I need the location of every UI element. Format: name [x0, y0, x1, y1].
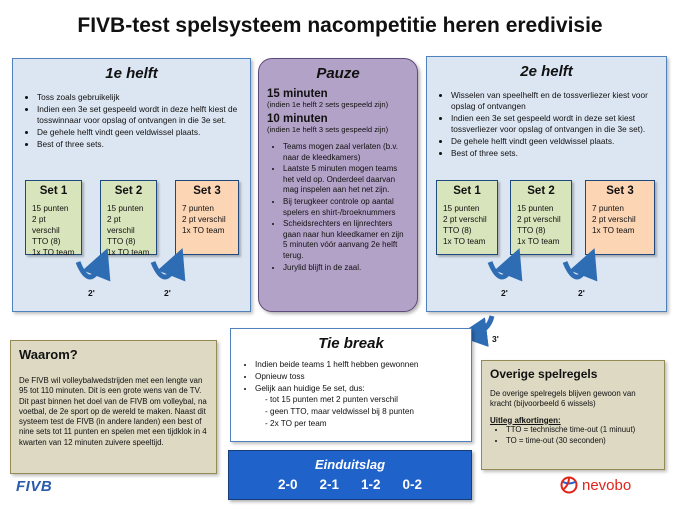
- list-item: • Scheidsrechters en lijnrechters gaan naar hun kleedkamer en zijn 5 minuten vóór aanvang 2e helft terug.: [283, 219, 409, 261]
- list-item: • De gehele helft vindt geen veldwissel plaats.: [451, 136, 658, 147]
- set-line: TTO (8): [107, 237, 136, 246]
- score: 0-2: [402, 477, 423, 492]
- pause-panel: [258, 58, 418, 312]
- first-half-set-1: [25, 180, 82, 255]
- transition-time: 2': [164, 288, 171, 298]
- set-line: 1x TO team: [592, 226, 635, 235]
- set-line: 2 pt verschil: [592, 215, 636, 224]
- set-line: 2 pt verschil: [443, 215, 487, 224]
- set-line: TTO (8): [32, 237, 61, 246]
- set-title: Set 2: [527, 185, 555, 197]
- score: 2-0: [277, 477, 298, 492]
- first-half-rules: [21, 92, 242, 150]
- transition-time: 2': [578, 288, 585, 298]
- list-item: • Indien een 3e set gespeeld wordt in deze set kiest tossverliezer voor opslag of ontvangen in die 3e set).: [451, 113, 658, 135]
- page-title: FIVB-test spelsysteem nacompetitie heren eredivisie: [77, 14, 603, 37]
- abbreviations-title: Uitleg afkortingen:: [490, 415, 561, 425]
- list-item: • TTO = technische time-out (1 minuut): [506, 425, 656, 435]
- final-result-panel: [228, 450, 472, 500]
- set-line: 1x TO team: [32, 248, 75, 257]
- set-line: 15 punten: [32, 204, 69, 213]
- set-line: TTO (8): [443, 226, 472, 235]
- list-item: • Bij terugkeer controle op aantal spelers en shirt-/broeknummers: [283, 197, 409, 218]
- tiebreak-rules: [239, 360, 463, 394]
- list-item: • Indien een 3e set gespeeld wordt in deze helft kiest de tosswinnaar voor opslag of ontvangen in die 3e set.: [37, 104, 242, 126]
- list-item: - geen TTO, maar veldwissel bij 8 punten: [265, 407, 463, 418]
- set-line: 2 pt verschil: [182, 215, 226, 224]
- transition-time: 2': [88, 288, 95, 298]
- second-half-set-3: [585, 180, 655, 255]
- list-item: • De gehele helft vindt geen veldwissel plaats.: [37, 127, 242, 138]
- volleyball-icon: [560, 476, 578, 494]
- list-item: • TO = time-out (30 seconden): [506, 436, 656, 446]
- first-half-set-3: [175, 180, 239, 255]
- why-panel: [10, 340, 217, 474]
- set-line: 1x TO team: [443, 237, 486, 246]
- set-line: 1x TO team: [182, 226, 225, 235]
- second-half-rules: [435, 90, 658, 159]
- tiebreak-title: Tie break: [318, 335, 384, 352]
- list-item: • Wisselen van speelhelft en de tossverliezer kiest voor opslag of ontvangen: [451, 90, 658, 112]
- list-item: • Toss zoals gebruikelijk: [37, 92, 242, 103]
- list-item: • Laatste 5 minuten mogen teams het veld op. Onderdeel daarvan mag inspelen aan het net zijn.: [283, 164, 409, 196]
- final-result-scores: [229, 477, 471, 492]
- tiebreak-transition-time: 3': [492, 334, 499, 344]
- set-title: Set 3: [193, 185, 221, 197]
- final-result-title: Einduitslag: [314, 457, 386, 472]
- second-half-set-2: [510, 180, 572, 255]
- other-rules-text: De overige spelregels blijven gewoon van kracht (bijvoorbeeld 6 wissels): [490, 389, 636, 409]
- set-title: Set 2: [114, 185, 143, 197]
- other-rules-panel: [481, 360, 665, 470]
- tiebreak-arrow-icon: [472, 316, 492, 334]
- pause-rules: [267, 142, 409, 273]
- set-title: Set 1: [453, 185, 481, 197]
- set-line: 15 punten: [443, 204, 480, 213]
- tiebreak-panel: [230, 328, 472, 442]
- score: 1-2: [361, 477, 381, 492]
- list-item: • Jurylid blijft in de zaal.: [283, 263, 409, 274]
- set-line: 1x TO team: [517, 237, 560, 246]
- list-item: - 2x TO per team: [265, 419, 463, 430]
- second-half-set-1: [436, 180, 498, 255]
- list-item: • Opnieuw toss: [255, 372, 463, 383]
- nevobo-wordmark: nevobo: [582, 476, 632, 494]
- fivb-logo: FIVB: [16, 478, 53, 495]
- set-line: 2 pt verschil: [107, 215, 135, 235]
- nevobo-logo: [560, 476, 631, 494]
- abbreviations-list: [490, 425, 656, 447]
- transition-time: 2': [501, 288, 508, 298]
- set-title: Set 3: [606, 185, 634, 197]
- pause-option-2-note: (indien 1e helft 3 sets gespeeld zijn): [267, 125, 389, 134]
- first-half-title: 1e helft: [105, 65, 158, 82]
- set-line: 1x TO team: [107, 248, 150, 257]
- why-title: Waarom?: [19, 347, 78, 362]
- list-item: - tot 15 punten met 2 punten verschil: [265, 395, 463, 406]
- score: 2-1: [319, 477, 339, 492]
- tiebreak-subrules: [239, 395, 463, 429]
- other-rules-title: Overige spelregels: [490, 367, 598, 381]
- set-line: 2 pt verschil: [517, 215, 561, 224]
- pause-title: Pauze: [316, 65, 360, 82]
- set-line: 2 pt verschil: [32, 215, 60, 235]
- set-title: Set 1: [39, 185, 68, 197]
- set-line: 15 punten: [517, 204, 554, 213]
- pause-option-2: 10 minuten: [267, 113, 328, 125]
- pause-option-1-note: (indien 1e helft 2 sets gespeeld zijn): [267, 100, 389, 109]
- first-half-set-2: [100, 180, 157, 255]
- list-item: • Gelijk aan huidige 5e set, dus:: [255, 384, 463, 395]
- pause-option-1: 15 minuten: [267, 88, 328, 100]
- why-text: De FIVB wil volleybalwedstrijden met een lengte van 95 tot 110 minuten. Dit is een grote wens van de TV. Dit past binnen het doel van de FIVB om volleybal, na voetbal, de 2e sport op de wereld te maken. Naast dit systeem test de FIVB (in andere landen) een best of nine sets tot 11 punten en spelen met een tijdklok in 4 kwarten van 12 minuten zuivere speeltijd.: [19, 376, 207, 447]
- set-line: 7 punten: [592, 204, 624, 213]
- list-item: • Teams mogen zaal verlaten (b.v. naar de kleedkamers): [283, 142, 409, 163]
- list-item: • Best of three sets.: [451, 148, 658, 159]
- list-item: • Indien beide teams 1 helft hebben gewonnen: [255, 360, 463, 371]
- set-line: 7 punten: [182, 204, 214, 213]
- list-item: • Best of three sets.: [37, 139, 242, 150]
- second-half-title: 2e helft: [520, 63, 573, 80]
- set-line: 15 punten: [107, 204, 144, 213]
- set-line: TTO (8): [517, 226, 546, 235]
